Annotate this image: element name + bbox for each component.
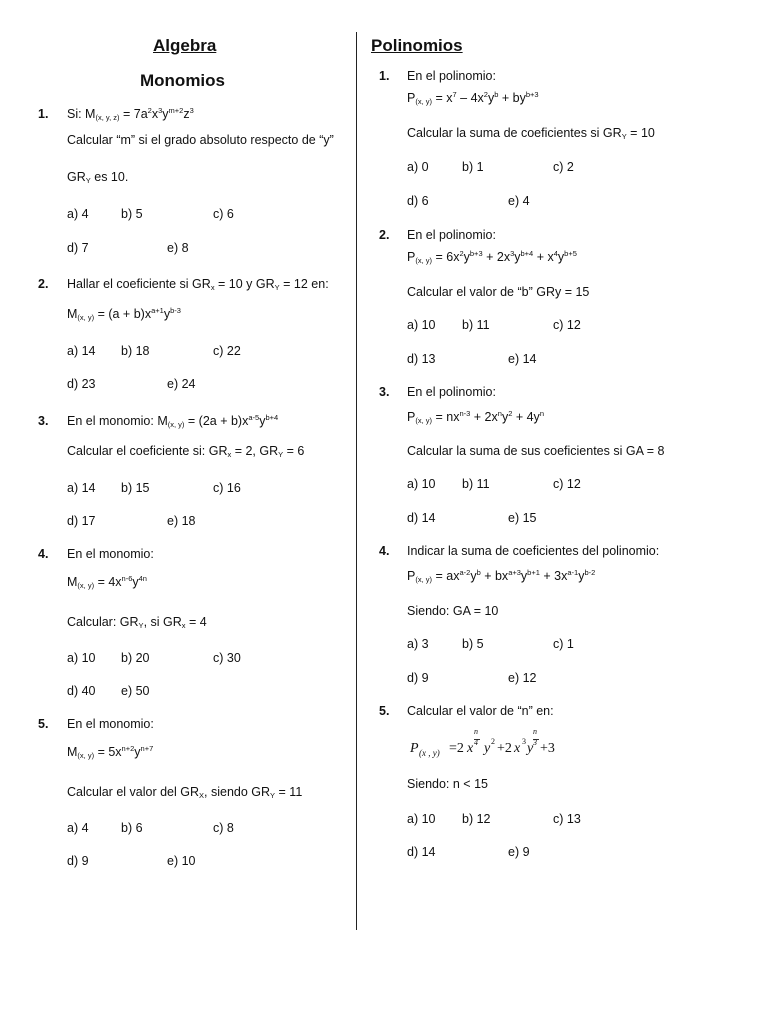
right-item-2-line-7: d) 13 xyxy=(407,352,436,366)
left-item-1-line-1: Si: $M_{(x, y, z)} = 7a^2x^3y^{m+2}z^3$ xyxy=(67,106,194,122)
left-item-5-number: 5. xyxy=(38,717,49,731)
left-item-3-line-4: b) 15 xyxy=(121,481,150,495)
right-item-2-line-4: a) 10 xyxy=(407,318,436,332)
right-item-1-line-4: a) 0 xyxy=(407,160,429,174)
left-item-2-line-7: e) 24 xyxy=(167,377,196,391)
right-item-3-line-1: En el polinomio: xyxy=(407,385,496,399)
column-divider xyxy=(356,32,357,930)
right-item-1-line-3: Calcular la suma de coeficientes si $GR_Y = 10$ xyxy=(407,126,655,141)
left-item-5-line-4: a) 4 xyxy=(67,821,89,835)
right-item-1-line-7: d) 6 xyxy=(407,194,429,208)
left-item-3-line-5: c) 16 xyxy=(213,481,241,495)
left-item-4-line-3: Calcular: $GR_Y$, si $GR_x = 4$ xyxy=(67,615,207,630)
right-item-4-line-7: d) 9 xyxy=(407,671,429,685)
right-item-2-line-5: b) 11 xyxy=(462,318,490,332)
left-item-5-line-5: b) 6 xyxy=(121,821,143,835)
right-item-3-line-8: e) 15 xyxy=(508,511,537,525)
right-item-5-line-3: a) 10 xyxy=(407,812,436,826)
left-item-2-line-5: c) 22 xyxy=(213,344,241,358)
right-item-5-number: 5. xyxy=(379,704,390,718)
left-item-4-line-7: d) 40 xyxy=(67,684,96,698)
left-item-1-line-6: c) 6 xyxy=(213,207,234,221)
subtitle-monomios: Monomios xyxy=(140,71,225,90)
right-item-1-number: 1. xyxy=(379,69,390,83)
right-item-4-line-3: Siendo: GA = 10 xyxy=(407,604,499,618)
left-item-2-number: 2. xyxy=(38,277,49,291)
left-item-4-line-6: c) 30 xyxy=(213,651,241,665)
right-item-5-line-6: d) 14 xyxy=(407,845,436,859)
title-polinomios: Polinomios xyxy=(371,36,463,55)
left-item-2-line-6: d) 23 xyxy=(67,377,96,391)
right-item-3-line-4: a) 10 xyxy=(407,477,436,491)
left-item-5-line-3: Calcular el valor del $GR_X$, siendo $GR_Y = 11$ xyxy=(67,785,303,800)
left-item-5-line-7: d) 9 xyxy=(67,854,89,868)
left-item-3-line-3: a) 14 xyxy=(67,481,96,495)
left-item-1-line-2: Calcular “m” si el grado absoluto respecto de “y” xyxy=(67,133,334,147)
right-item-5-line-5: c) 13 xyxy=(553,812,581,826)
right-item-1-line-8: e) 4 xyxy=(508,194,530,208)
left-item-5-line-2: $M_{(x, y)} = 5x^{n+2}y^{n+7}$ xyxy=(67,744,154,760)
left-item-3-line-1: En el monomio: $M_{(x, y)} = (2a + b)x^{a-5}y^{b+4}$ xyxy=(67,413,279,429)
right-item-2-number: 2. xyxy=(379,228,390,242)
left-item-5-line-1: En el monomio: xyxy=(67,717,154,731)
left-item-1-line-5: b) 5 xyxy=(121,207,143,221)
right-item-4-line-4: a) 3 xyxy=(407,637,429,651)
left-item-1-number: 1. xyxy=(38,107,49,121)
right-item-4-number: 4. xyxy=(379,544,390,558)
left-item-3-line-2: Calcular el coeficiente si: $GR_x = 2$, $GR_Y = 6$ xyxy=(67,444,305,459)
title-algebra: Algebra xyxy=(153,36,217,55)
right-item-1-line-1: En el polinomio: xyxy=(407,69,496,83)
left-item-1-line-4: a) 4 xyxy=(67,207,89,221)
left-item-3-line-7: e) 18 xyxy=(167,514,196,528)
right-item-1-line-2: $P_{(x, y)} = x^7 - 4x^2y^b + by^{b+3}$ xyxy=(407,90,539,106)
left-item-4-line-8: e) 50 xyxy=(121,684,150,698)
right-item-1-line-6: c) 2 xyxy=(553,160,574,174)
right-item-4-line-5: b) 5 xyxy=(462,637,484,651)
left-item-3-number: 3. xyxy=(38,414,49,428)
left-item-2-line-1: Hallar el coeficiente si $GR_x = 10$ y $GR_Y = 12$ en: xyxy=(67,277,329,292)
right-item-4-line-2: $P_{(x, y)} = ax^{a-2}y^b + bx^{a+3}y^{b+1} + 3x^{a-1}y^{b-2}$ xyxy=(407,568,596,584)
right-item-5-line-7: e) 9 xyxy=(508,845,530,859)
right-item-4-line-6: c) 1 xyxy=(553,637,574,651)
left-item-4-line-5: b) 20 xyxy=(121,651,150,665)
left-item-4-line-2: $M_{(x, y)} = 4x^{n-6}y^{4n}$ xyxy=(67,574,147,590)
left-item-4-line-4: a) 10 xyxy=(67,651,96,665)
right-item-2-line-2: $P_{(x, y)} = 6x^2y^{b+3} + 2x^3y^{b+4} + x^4y^{b+5}$ xyxy=(407,249,577,265)
right-item-2-line-1: En el polinomio: xyxy=(407,228,496,242)
right-item-3-line-6: c) 12 xyxy=(553,477,581,491)
right-item-5-line-4: b) 12 xyxy=(462,812,491,826)
left-item-4-line-1: En el monomio: xyxy=(67,547,154,561)
right-item-5-line-2: Siendo: n < 15 xyxy=(407,777,488,791)
left-item-2-line-2: $M_{(x, y)} = (a + b)x^{a+1}y^{b-3}$ xyxy=(67,306,181,322)
right-item-4-line-8: e) 12 xyxy=(508,671,537,685)
right-item-5-line-1: Calcular el valor de “n” en: xyxy=(407,704,554,718)
right-item-3-line-2: $P_{(x, y)} = nx^{n-3} + 2x^ny^2 + 4y^n$ xyxy=(407,409,544,425)
left-item-1-line-3: $GR_Y$ es 10. xyxy=(67,170,129,185)
right-item-1-line-5: b) 1 xyxy=(462,160,484,174)
left-item-1-line-7: d) 7 xyxy=(67,241,89,255)
left-item-5-line-8: e) 10 xyxy=(167,854,196,868)
left-item-2-line-3: a) 14 xyxy=(67,344,96,358)
left-item-1-line-8: e) 8 xyxy=(167,241,189,255)
left-item-5-line-6: c) 8 xyxy=(213,821,234,835)
right-item-2-line-8: e) 14 xyxy=(508,352,537,366)
right-item-3-number: 3. xyxy=(379,385,390,399)
right-item-3-line-3: Calcular la suma de sus coeficientes si GA = 8 xyxy=(407,444,665,458)
left-item-2-line-4: b) 18 xyxy=(121,344,150,358)
right-item-2-line-3: Calcular el valor de “b” GRy = 15 xyxy=(407,285,590,299)
right-item-3-line-7: d) 14 xyxy=(407,511,436,525)
right-item-3-line-5: b) 11 xyxy=(462,477,490,491)
right-item-2-line-6: c) 12 xyxy=(553,318,581,332)
right-item-4-line-1: Indicar la suma de coeficientes del polinomio: xyxy=(407,544,660,558)
left-item-4-number: 4. xyxy=(38,547,49,561)
left-item-3-line-6: d) 17 xyxy=(67,514,96,528)
